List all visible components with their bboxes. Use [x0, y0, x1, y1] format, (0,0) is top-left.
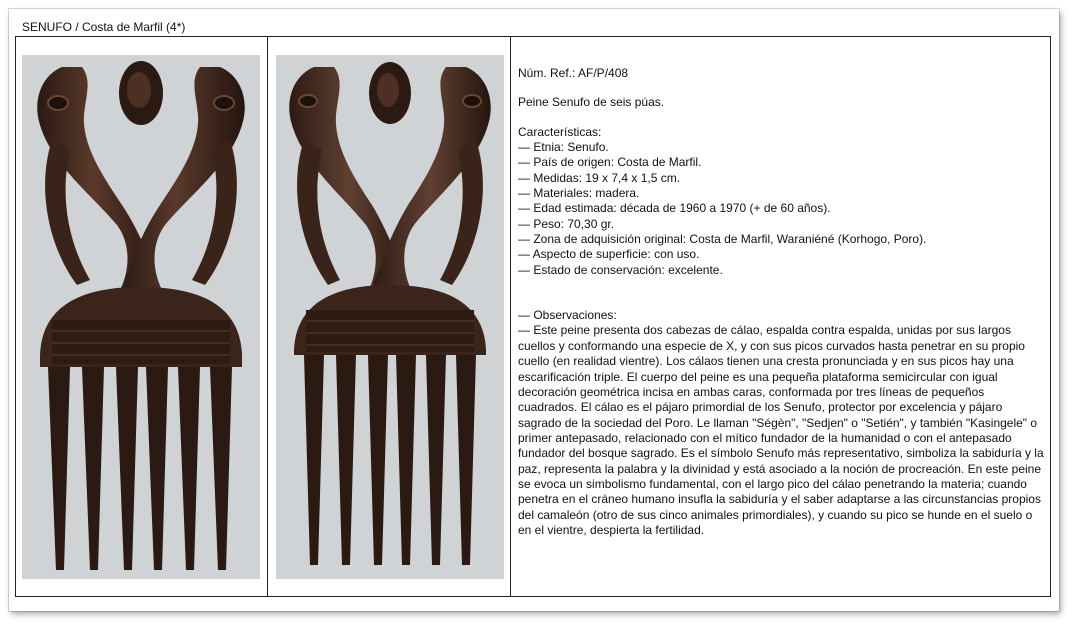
feature-item: — Aspecto de superficie: con uso.: [518, 247, 700, 262]
comb-front-image: [22, 55, 260, 579]
feature-item: — Materiales: madera.: [518, 186, 640, 201]
item-title: Peine Senufo de seis púas.: [518, 95, 665, 110]
observations-text: — Este peine presenta dos cabezas de cálao, espalda contra espalda, unidas por sus largos cuellos y conformando una especie de X, y con sus picos curvados hasta penetrar en su propio cuello (en realidad vientre). Los cálaos tienen una cresta pronunciada y en sus picos hay una escarificación triple. El cuerpo del peine es una pequeña plataforma semicircular con igual decoración geométrica incisa en ambas caras, conformada por tres líneas de pequeños cuadrados. El cálao es el pájaro primordial de los Senufo, protector por excelencia y pájaro sagrado de la sociedad del Poro. Le llaman "Ségèn", "Sedjen" o "Setién", y también "Kasingele" o primer antepasado, relacionado con el mítico fundador de la humanidad o con el antepasado fundador del bosque sagrado. Es el símbolo Senufo más representativo, simboliza la sabiduría y la paz, representa la palabra y la divinidad y está asociado a la noción de procreación. En este peine se evoca un simbolismo fundamental, con el largo pico del cálao penetrando la materia; cuando penetra en el cráneo humano insufla la sabiduría y el saber adaptarse a las circunstancias propios del camaleón (otro de sus cinco animales primordiales), y cuando su pico se hunde en el suelo o en el vientre, despierta la fertilidad.: [518, 323, 1044, 537]
feature-item: — Edad estimada: década de 1960 a 1970 (+ de 60 años).: [518, 201, 831, 216]
comb-back-photo: [276, 55, 504, 579]
column-divider: [267, 37, 268, 596]
feature-item: — Estado de conservación: excelente.: [518, 262, 723, 277]
column-divider: [510, 37, 511, 596]
feature-item: — Peso: 70,30 gr.: [518, 216, 615, 231]
reference-number: Núm. Ref.: AF/P/408: [518, 66, 629, 80]
features-heading: Características:: [518, 124, 602, 139]
feature-item: — País de origen: Costa de Marfil.: [518, 155, 702, 170]
feature-item: — Medidas: 19 x 7,4 x 1,5 cm.: [518, 170, 681, 185]
comb-back-image: [276, 55, 504, 579]
comb-front-photo: [22, 55, 260, 579]
observations-heading: — Observaciones:: [518, 308, 617, 323]
description-panel: [518, 66, 1046, 538]
catalog-heading: SENUFO / Costa de Marfil (4*): [22, 20, 186, 34]
feature-item: — Etnia: Senufo.: [518, 140, 609, 155]
feature-item: — Zona de adquisición original: Costa de Marfil, Waraniéné (Korhogo, Poro).: [518, 232, 927, 247]
